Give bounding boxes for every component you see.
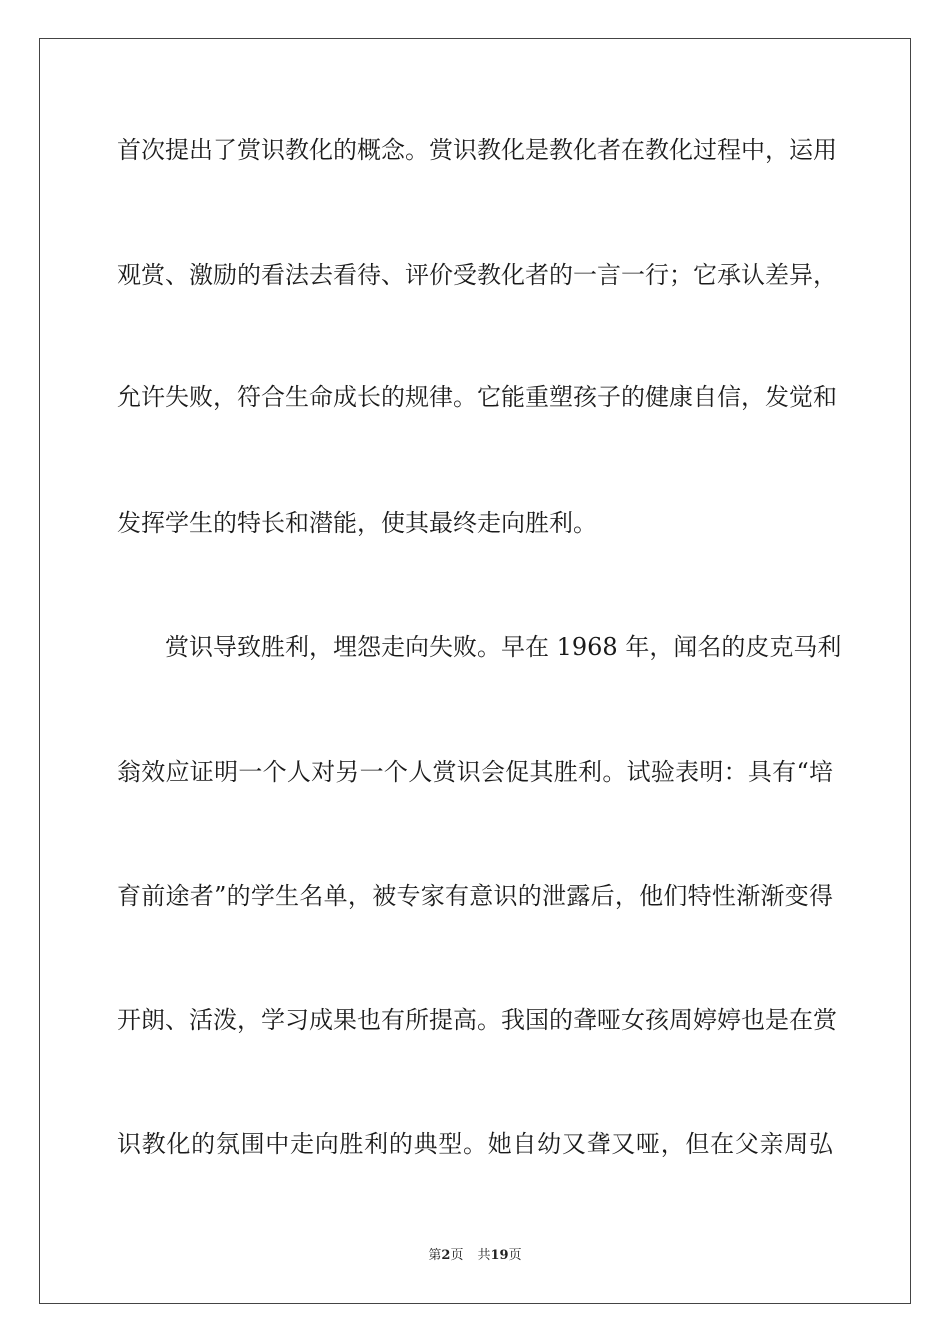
total-suffix: 页 — [508, 1248, 522, 1263]
page-footer — [0, 1247, 950, 1265]
page-suffix: 页 — [450, 1248, 464, 1263]
body-text-line: 开朗、活泼，学习成果也有所提高。我国的聋哑女孩周婷婷也是在赏 — [117, 1006, 837, 1034]
body-text-line: 育前途者”的学生名单，被专家有意识的泄露后，他们特性渐渐变得 — [117, 882, 833, 910]
total-pages: 19 — [490, 1248, 509, 1263]
body-text-line: 首次提出了赏识教化的概念。赏识教化是教化者在教化过程中，运用 — [117, 136, 837, 164]
page-frame — [39, 38, 911, 1304]
body-text-line: 观赏、激励的看法去看待、评价受教化者的一言一行；它承认差异， — [117, 261, 837, 289]
body-text-line: 发挥学生的特长和潜能，使其最终走向胜利。 — [117, 509, 597, 537]
page-number: 2 — [441, 1248, 451, 1263]
body-text-line: 识教化的氛围中走向胜利的典型。她自幼又聋又哑，但在父亲周弘 — [117, 1130, 833, 1158]
body-text-line: 允许失败，符合生命成长的规律。它能重塑孩子的健康自信，发觉和 — [117, 383, 837, 411]
paragraph-first-line: 赏识导致胜利，埋怨走向失败。早在 1968 年，闻名的皮克马利 — [165, 633, 842, 661]
page-prefix: 第 — [428, 1248, 442, 1263]
total-prefix: 共 — [477, 1248, 491, 1263]
body-text-line: 翁效应证明一个人对另一个人赏识会促其胜利。试验表明：具有“培 — [117, 758, 833, 786]
